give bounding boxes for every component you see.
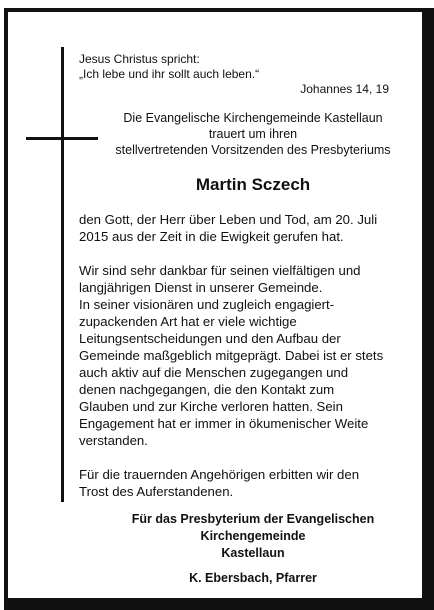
signature-block (72, 511, 434, 587)
cross-icon-vertical-bar (61, 47, 64, 502)
text-line: In seiner visionären und zugleich engagiert- (79, 297, 335, 312)
text-line: Leitungsentscheidungen und den Aufbau der (79, 331, 341, 346)
signature-line: Für das Presbyterium der Evangelischen (131, 512, 375, 526)
signature-line: Kastellaun (221, 546, 285, 560)
text-line: langjährigen Dienst in unserer Gemeinde. (79, 280, 323, 295)
text-line: Glauben und zur Kirche verloren hatten. Sein (79, 399, 343, 414)
text-line: auch aktiv auf die Menschen zugegangen und (79, 365, 349, 380)
verse-quote: „Ich lebe und ihr sollt auch leben.“ (79, 67, 260, 81)
bible-verse (79, 52, 389, 97)
text-line: den Gott, der Herr über Leben und Tod, am 20. Juli (79, 212, 378, 227)
paragraph-condolence (79, 466, 399, 500)
announcement (72, 110, 434, 158)
verse-reference: Johannes 14, 19 (300, 82, 389, 96)
obituary-body (79, 211, 399, 517)
text-line: 2015 aus der Zeit in die Ewigkeit gerufen hat. (79, 229, 344, 244)
verse-intro: Jesus Christus spricht: (79, 52, 200, 66)
signature-line: Kirchengemeinde (200, 529, 306, 543)
announcement-line: trauert um ihren (208, 127, 298, 141)
text-line: verstanden. (79, 433, 148, 448)
deceased-name: Martin Sczech (195, 175, 311, 194)
paragraph-tribute (79, 262, 399, 449)
text-line: denen nachgegangen, die den Kontakt zum (79, 382, 335, 397)
text-line: zupackenden Art hat er viele wichtige (79, 314, 297, 329)
text-line: Trost des Auferstandenen. (79, 484, 234, 499)
announcement-line: Die Evangelische Kirchengemeinde Kastellaun (123, 111, 383, 125)
announcement-line: stellvertretenden Vorsitzenden des Presbyteriums (115, 143, 391, 157)
text-line: Für die trauernden Angehörigen erbitten wir den (79, 467, 360, 482)
text-line: Engagement hat er immer in ökumenischer Weite (79, 416, 369, 431)
paragraph-death-notice (79, 211, 399, 245)
text-line: Gemeinde maßgeblich mitgeprägt. Dabei ist er stets (79, 348, 384, 363)
pastor-name: K. Ebersbach, Pfarrer (189, 571, 317, 585)
text-line: Wir sind sehr dankbar für seinen vielfältigen und (79, 263, 361, 278)
